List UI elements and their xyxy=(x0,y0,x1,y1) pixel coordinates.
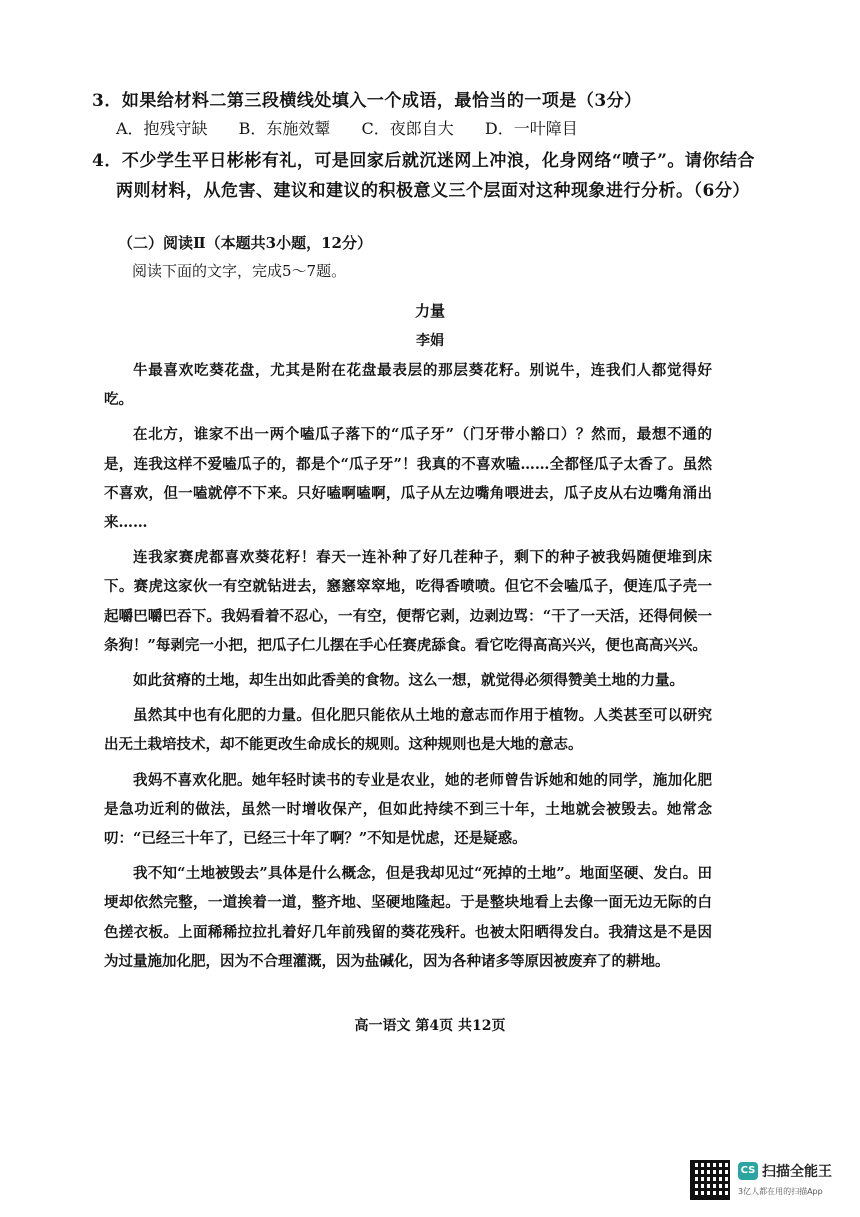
watermark-app-name: 扫描全能王 xyxy=(762,1164,832,1180)
article-author: 李娟 xyxy=(416,333,444,349)
camscanner-logo-icon: CS xyxy=(738,1162,758,1180)
section-heading: （二）阅读Ⅱ（本题共3小题，12分） xyxy=(118,234,372,252)
paragraph: 在北方，谁家不出一两个嗑瓜子落下的“瓜子牙”（门牙带小豁口）？然而，最想不通的是，连我这样不爱嗑瓜子的，都是个“瓜子牙”！我真的不喜欢嗑……全都怪瓜子太香了。虽然不喜欢，但一嗑就停不下来。只好嗑啊嗑啊，瓜子从左边嘴角喂进去，瓜子皮从右边嘴角涌出来…… xyxy=(104,426,712,532)
question-4-line-2: 两则材料，从危害、建议和建议的积极意义三个层面对这种现象进行分析。（6分） xyxy=(116,181,750,201)
watermark-tagline: 3亿人都在用的扫描App xyxy=(738,1187,823,1196)
option-d: D．一叶障目 xyxy=(484,119,578,138)
scanner-watermark xyxy=(690,1160,850,1208)
question-3-options xyxy=(116,116,604,139)
paragraph: 我妈不喜欢化肥。她年轻时读书的专业是农业，她的老师曾告诉她和她的同学，施加化肥是急功近利的做法，虽然一时增收保产，但如此持续不到三十年，土地就会被毁去。她常念叨：“已经三十年了，已经三十年了啊？”不知是忧虑，还是疑惑。 xyxy=(104,771,712,848)
article-title: 力量 xyxy=(414,302,445,320)
paragraph: 我不知“土地被毁去”具体是什么概念，但是我却见过“死掉的土地”。地面坚硬、发白。田埂却依然完整，一道挨着一道，整齐地、坚硬地隆起。于是整块地看上去像一面无边无际的白色搓衣板。上面稀稀拉拉扎着好几年前残留的葵花残秆。也被太阳晒得发白。我猜这是不是因为过量施加化肥，因为不合理灌溉，因为盐碱化，因为各种诸多等原因被废弃了的耕地。 xyxy=(104,865,712,970)
paragraph: 虽然其中也有化肥的力量。但化肥只能依从土地的意志而作用于植物。人类甚至可以研究出无土栽培技术，却不能更改生命成长的规则。这种规则也是大地的意志。 xyxy=(104,707,712,754)
qr-code-icon xyxy=(690,1160,730,1200)
question-3: 3．如果给材料二第三段横线处填入一个成语，最恰当的一项是（3分） xyxy=(92,91,642,111)
option-b: B．东施效颦 xyxy=(238,119,331,138)
question-4-line-1: 4．不少学生平日彬彬有礼，可是回家后就沉迷网上冲浪，化身网络“喷子”。请你结合 xyxy=(92,151,755,171)
section-instruction: 阅读下面的文字，完成5～7题。 xyxy=(132,262,347,280)
paragraph: 如此贫瘠的土地，却生出如此香美的食物。这么一想，就觉得必须得赞美土地的力量。 xyxy=(133,672,684,690)
article-body xyxy=(104,356,712,982)
option-a: A．抱残守缺 xyxy=(116,119,208,138)
paragraph: 连我家赛虎都喜欢葵花籽！春天一连补种了好几茬种子，剩下的种子被我妈随便堆到床下。赛虎这家伙一有空就钻进去，窸窸窣窣地，吃得香喷喷。但它不会嗑瓜子，便连瓜子壳一起嚼巴嚼巴吞下。我妈看着不忍心，一有空，便帮它剥，边剥边骂：“干了一天活，还得伺候一条狗！”每剥完一小把，把瓜子仁儿摆在手心任赛虎舔食。看它吃得高高兴兴，便也高高兴兴。 xyxy=(104,549,712,654)
option-c: C．夜郎自大 xyxy=(361,119,454,138)
page-footer: 高一语文 第4页 共12页 xyxy=(354,1018,506,1034)
paragraph: 牛最喜欢吃葵花盘，尤其是附在花盘最表层的那层葵花籽。别说牛，连我们人都觉得好吃。 xyxy=(104,362,712,409)
